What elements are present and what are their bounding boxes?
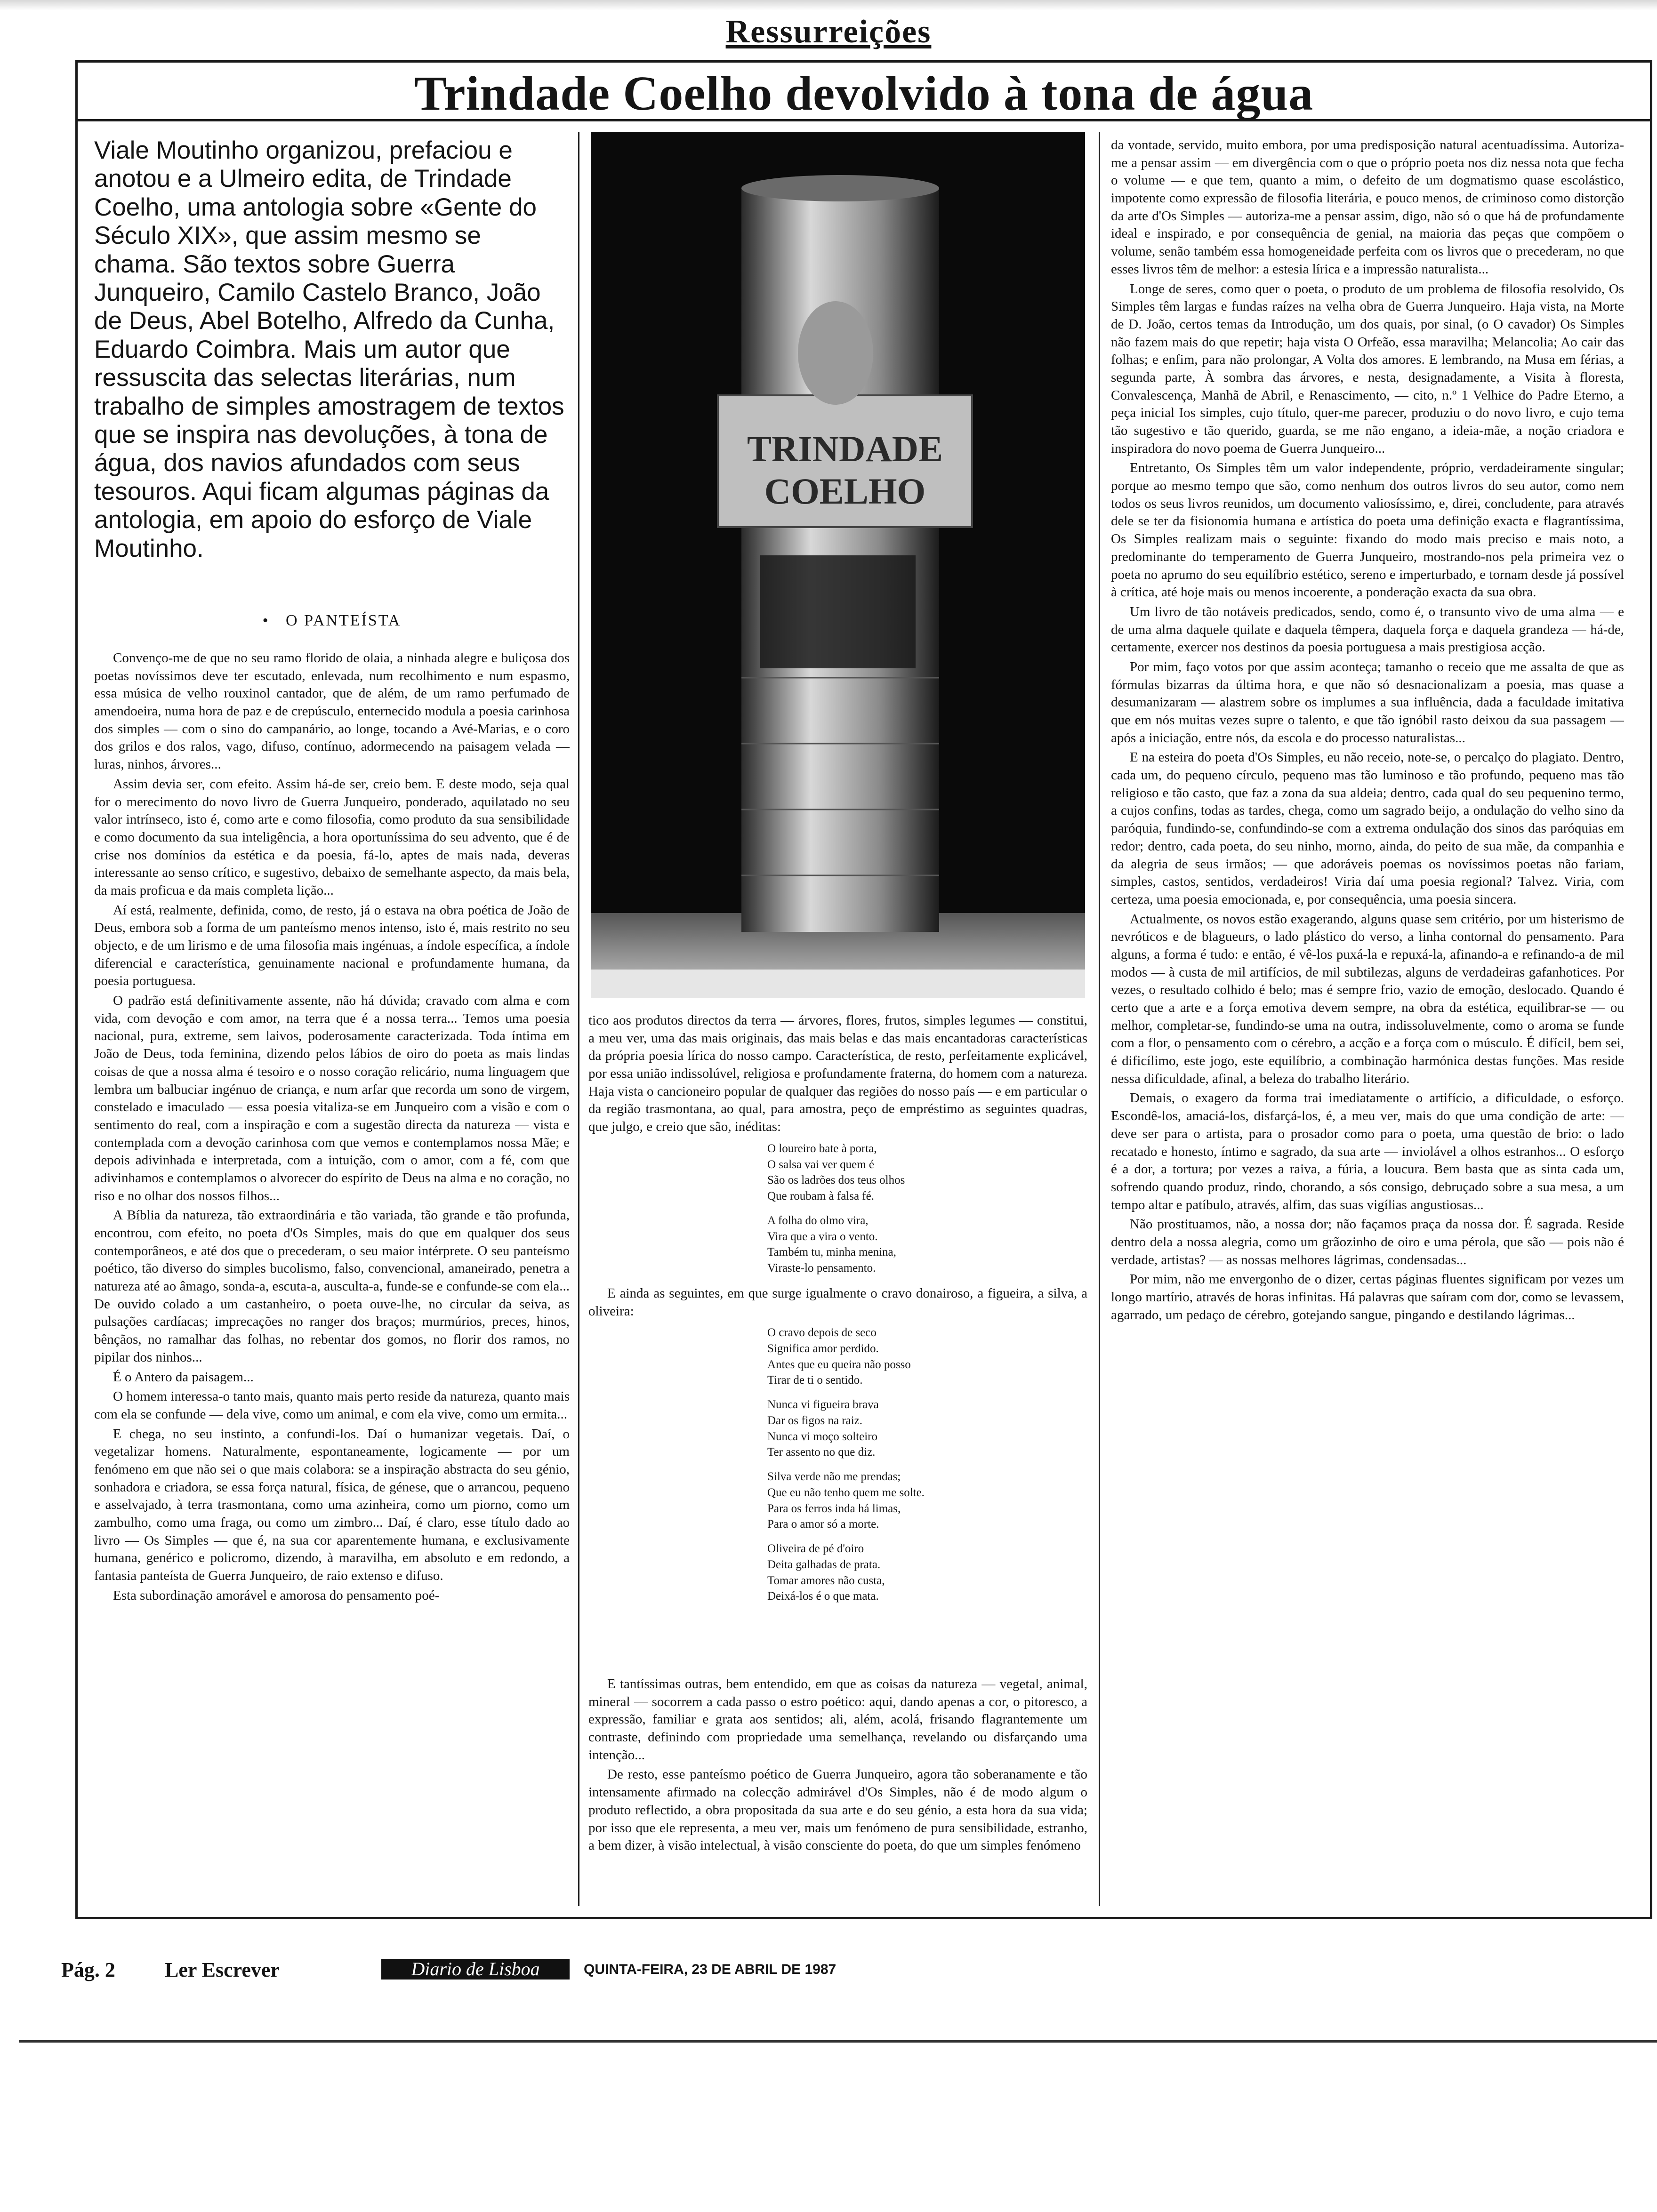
- verse-line: Deita galhadas de prata.: [767, 1558, 881, 1571]
- paragraph: E na esteira do poeta d'Os Simples, eu não receio, note-se, o percalço do plagiato. Dentro, cada um, do pequeno círculo, pequeno mas tão luminoso e tão profundo, pequeno mas tão religioso e tão casto, que faz a zona da sua aldeia; dentro, cada qual do seu pequenino termo, a cujos confins, todas as tardes, chega, como um sagrado beijo, a ondulação do velho sino da paróquia, fundindo-se, confundindo-se com a extrema ondulação dos sinos das paróquias em redor; dentro, cada poeta, do seu ninho, morno, ainda, do peito de sua mãe, da companhia e da alegria de seus irmãos; — que adoráveis poemas os novíssimos poetas não fariam, simples, castos, sentidos, verdadeiros! Viria daí uma poesia regional? Talvez. Viria, com certeza, uma poesia emocionada, e, por consequência, uma poesia sincera.: [1111, 750, 1624, 907]
- quatrain: [767, 1541, 1087, 1604]
- masthead-logo: Diario de Lisboa: [381, 1959, 570, 1980]
- verse-line: Para os ferros inda há limas,: [767, 1502, 901, 1515]
- issue-date: QUINTA-FEIRA, 23 DE ABRIL DE 1987: [584, 1962, 837, 1977]
- monument-photo: [591, 132, 1085, 998]
- paragraph: É o Antero da paisagem...: [113, 1369, 254, 1385]
- paragraph: Assim devia ser, com efeito. Assim há-de ser, creio bem. E deste modo, seja qual for o merecimento do novo livro de Guerra Junqueiro, ponderado, aquilatado no seu valor intrínseco, isto é, como arte e como filosofia, como produto da sua sensibilidade e como documento da sua inteligência, a hora oportuníssima do seu advento, que é de crise nos domínios da estética e da poesia, fá-lo, aptes de mais nada, deveras interessante ao senso crítico, e sugestivo, debaixo de semelhante aspecto, da mais bela, da mais proficua e da mais completa lição...: [94, 776, 570, 898]
- paragraph: Um livro de tão notáveis predicados, sendo, como é, o transunto vivo de uma alma — e de uma alma daquele quilate e daquela têmpera, daquela força e daquela grandeza — há-de, certamente, exercer nos destinos da poesia portuguesa a mais prestigiosa acção.: [1111, 604, 1624, 655]
- section-kicker: Ressurreições: [725, 14, 932, 50]
- verse-line: Para o amor só a morte.: [767, 1518, 879, 1531]
- verse-line: A folha do olmo vira,: [767, 1214, 869, 1227]
- paragraph: Por mim, faço votos por que assim aconteça; tamanho o receio que me assalta de que as fórmulas bizarras da última hora, e que não só desnacionalizam a poesia, mas quase a desumanizaram — alastrem sobre os implumes a sua influência, dada a faculdade imitativa que em nós muitas vezes supre o talento, e que tão ignóbil rasto deixou da sua passagem — após a iniciação, entre nós, da escola e do processo naturalistas...: [1111, 659, 1624, 745]
- verse-line: Dar os figos na raiz.: [767, 1414, 863, 1427]
- paragraph: E ainda as seguintes, em que surge igualmente o cravo donairoso, a figueira, a silva, a oliveira:: [588, 1285, 1087, 1319]
- verse-line: Também tu, minha menina,: [767, 1246, 896, 1259]
- poem-quatrains-2: [767, 1325, 1087, 1604]
- paragraph: De resto, esse panteísmo poético de Guerra Junqueiro, agora tão soberanamente e tão intensamente afirmado na colecção admirável d'Os Simples, não é de modo algum o produto reflectido, a obra propositada da sua arte e do seu génio, a esta hora da sua vida; por isso que ele representa, a meu ver, mais um fenómeno de pura sensibilidade, estranho, a bem dizer, à visão intelectual, à visão consciente do poeta, do que um simples fenómeno: [588, 1767, 1087, 1853]
- verse-line: Vira que a vira o vento.: [767, 1230, 878, 1243]
- article-column-1: [94, 649, 570, 1911]
- paragraph: Convenço-me de que no seu ramo florido de olaia, a ninhada alegre e buliçosa dos poetas novíssimos deve ter escutado, enlevada, num recolhimento e num espasmo, essa música de velho rouxinol cantador, que de além, de um ramo perfumado de amendoeira, numa hora de paz e de crepúsculo, enternecido modula a poesia carinhosa dos simples — com o sino do campanário, ao longe, tocando a Avé-Marias, e o coro dos grilos e dos ralos, vago, difuso, contínuo, adormecendo na paisagem velada — luras, ninhos, árvores...: [94, 650, 570, 772]
- verse-line: Que roubam à falsa fé.: [767, 1190, 874, 1203]
- bust-relief: [798, 301, 873, 405]
- verse-line: Ter assento no que diz.: [767, 1446, 876, 1459]
- column-rule-1: [578, 132, 579, 1906]
- paragraph: Demais, o exagero da forma trai imediatamente o artifício, a dificuldade, o esforço. Escondê-los, amaciá-los, disfarçá-los, é, a meu ver, mais do que uma condição de arte: — deve ser para o artista, para o prosador como para o poeta, uma questão de brio: o lado recatado e honesto, íntimo e sagrado, da sua arte — inviolável a olhos estranhos... O esforço é a dor, a tortura; por vezes a raiva, a fúria, a loucura. Bem basta que as sinta cada um, sofrendo quando produz, rindo, chorando, a sós consigo, debruçado sobre a sua mesa, a um tempo altar e patíbulo, através, alfim, das suas vigílias angustiosas...: [1111, 1090, 1624, 1212]
- headline: Trindade Coelho devolvido à tona de água: [414, 66, 1314, 120]
- verse-line: Nunca vi figueira brava: [767, 1398, 879, 1411]
- verse-line: Viraste-lo pensamento.: [767, 1262, 876, 1275]
- article-column-2: [588, 1012, 1087, 1694]
- paragraph: Actualmente, os novos estão exagerando, alguns quase sem critério, por um histerismo de nevróticos e de blagueurs, o lado plástico do verso, a linha contornal do pensamento. Para alguns, a forma é tudo: e então, é vê-los puxá-la e repuxá-la, afinando-a e refinando-a de mil modos — à custa de mil artifícios, de mil subtilezas, alguns de verdadeiras gafanhotices. Por vezes, o resultado colhido é belo; mas é sempre frio, vazio de emoção, deslocado. Quando é certo que a arte e a força emotiva devem sempre, na obra da estética, equilibrar-se — ou melhor, completar-se, fundindo-se uma na outra, indissoluvelmente, como o aroma se funde com a flor, o pensamento com o cérebro, a acção e a força com o músculo. É difícil, bem sei, é dificílimo, este jogo, este equilíbrio, a combinação harmónica destas funções. Mas reside nessa dificuldade, afinal, a beleza do trabalho literário.: [1111, 911, 1624, 1086]
- paragraph: E chega, no seu instinto, a confundi-los. Daí o humanizar vegetais. Daí, o vegetalizar homens. Naturalmente, espontaneamente, logicamente — por um fenómeno em que não sei o que mais colabora: se a inspiração abstracta do seu génio, sonhadora e criadora, se essa força natural, física, de génese, que o arrancou, pequeno e asselvajado, à terra trasmontana, como uma azinheira, como um piorno, como um zambulho, como uma fraga, ou como um zimbro... Daí, é claro, esse título dado ao livro — Os Simples — que é, na sua cor aparentemente humana, e exclusivamente humana, genérico e policromo, dizendo, à maravilha, em absoluto e em redondo, a fantasia panteísta de Guerra Junqueiro, de raio extenso e difuso.: [94, 1426, 570, 1584]
- paragraph: Aí está, realmente, definida, como, de resto, já o estava na obra poética de João de Deus, embora sob a forma de um panteísmo menos intenso, isto é, mais restrito no seu objecto, e de um lirismo e de uma filosofia mais ingénuas, a índole específica, a índole diferencial e característica, genuinamente nacional e profundamente humana, da poesia portuguesa.: [94, 902, 570, 989]
- verse-line: Que eu não tenho quem me solte.: [767, 1486, 925, 1499]
- plaque-line-1: TRINDADE: [747, 428, 943, 469]
- monument-photo-svg: [591, 132, 1085, 998]
- section-label: • O PANTEÍSTA: [262, 612, 402, 629]
- verse-line: Significa amor perdido.: [767, 1342, 879, 1355]
- verse-line: O cravo depois de seco: [767, 1326, 877, 1339]
- paragraph: Não prostituamos, não, a nossa dor; não façamos praça da nossa dor. É sagrada. Reside dentro dela a nossa alegria, como um grãozinho de oiro e uma pérola, que são — pois não é verdade, artistas? — as nossas melhores lágrimas, condensadas...: [1111, 1217, 1624, 1267]
- quatrain: [767, 1213, 1087, 1276]
- verse-line: Antes que eu queira não posso: [767, 1358, 911, 1371]
- paragraph: Longe de seres, como quer o poeta, o produto de um problema de filosofia resolvido, Os Simples têm largas e fundas raízes na velha obra de Guerra Junqueiro. Haja vista, na Morte de D. João, certos temas da Introdução, um dos quais, por sinal, (o O cavador) Os Simples não fazem mais do que repetir; haja vista O Orfeão, essa maravilha; Melancolia; Ao cair das folhas; e enfim, para não prolongar, A Volta dos amores. E lembrando, na Musa em férias, a segunda parte, À sombra das árvores, e nesta, designadamente, a Visita à floresta, Convalescença, Manhã de Abril, e Renascimento, — cito, n.º 1 Velhice do Padre Eterno, a peça inicial Ios simples, cujo título, quer-me parecer, produziu o do novo livro, e cujo tema tão sugestivo e tão querido, guarda, se me não engano, a ideia-mãe, a noção criadora e inspiradora do novo poema de Guerra Junqueiro...: [1111, 281, 1624, 456]
- verse-line: Oliveira de pé d'oiro: [767, 1542, 864, 1555]
- section-name: Ler Escrever: [165, 1958, 280, 1981]
- quatrain: [767, 1469, 1087, 1532]
- article-column-2-bottom: [588, 1675, 1087, 1906]
- column-rule-2: [1099, 132, 1100, 1906]
- verse-line: Deixá-los é o que mata.: [767, 1590, 879, 1603]
- lead-paragraph: Viale Moutinho organizou, prefaciou e anotou e a Ulmeiro edita, de Trindade Coelho, uma antologia sobre «Gente do Século XIX», que assim mesmo se chama. São textos sobre Guerra Junqueiro, Camilo Castelo Branco, João de Deus, Abel Botelho, Alfredo da Cunha, Eduardo Coimbra. Mais um autor que ressuscita das selectas literárias, num trabalho de simples amostragem de textos que se inspira nas devoluções, à tona de água, dos navios afundados com seus tesouros. Aqui ficam algumas páginas da antologia, em apoio do esforço de Viale Moutinho.: [94, 136, 564, 562]
- verse-line: São os ladrões dos teus olhos: [767, 1174, 905, 1187]
- paragraph: tico aos produtos directos da terra — árvores, flores, frutos, simples legumes — constitui, a meu ver, uma das mais originais, das mais belas e das mais encantadoras características da própria poesia lírica do nosso campo. Característica, de resto, perfeitamente explicável, por essa união indissolúvel, religiosa e profundamente fraterna, do homem com a natureza. Haja vista o cancioneiro popular de qualquer das regiões do nosso país — e em particular o da região trasmontana, ao qual, para amostra, peço de empréstimo as seguintes quadras, que julgo, e creio que são, inéditas:: [588, 1013, 1087, 1135]
- article-column-3: [1111, 136, 1624, 1906]
- paragraph: Entretanto, Os Simples têm um valor independente, próprio, verdadeiramente singular; porque ao mesmo tempo que são, como nenhum dos outros livros do seu autor, como nem todos os seus livros reunidos, um documento valiosíssimo, e, direi, concludente, para através dele se ter da fisionomia humana e artística do poeta uma definição exacta e flagrantíssima, Os Simples realizam mais o seguinte: fixando do modo mais preciso e mais noto, a predominante do temperamento de Guerra Junqueiro, mostrando-nos pela primeira vez o poeta no aprumo do seu equilíbrio estético, sereno e imperturbado, e tornam desde já possível à crítica, até hoje mais ou menos incoerente, a ponderação exacta da sua obra.: [1111, 460, 1624, 600]
- verse-line: O loureiro bate à porta,: [767, 1142, 877, 1155]
- headline-box: [75, 60, 1652, 121]
- page-footer: [61, 1958, 1615, 1986]
- verse-line: O salsa vai ver quem é: [767, 1158, 875, 1171]
- paragraph: O homem interessa-o tanto mais, quanto mais perto reside da natureza, quanto mais com ela se confunde — dela vive, como um animal, e com ela vive, como um ermita...: [94, 1389, 570, 1422]
- paragraph: Esta subordinação amorável e amorosa do pensamento poé-: [113, 1587, 440, 1603]
- paragraph: O padrão está definitivamente assente, não há dúvida; cravado com alma e com vida, com devoção e com amor, na terra que é a nossa terra... Temos uma poesia nacional, pura, extreme, sem laivos, poderosamente caracterizada. Toda íntima em João de Deus, toda feminina, dizendo pelos lábios de oiro do poeta as mais lindas coisas de que a nossa alma é tesoiro e o nosso coração relicário, numa linguagem que lembra um balbuciar ingénuo de criança, e num arfar que recorda um sono de virgem, constelado e imaculado — essa poesia vitaliza-se em Junqueiro com a visão e com o sentimento do real, com a inspiração e com a sugestão directa da natureza — vista e contemplada com a devoção carinhosa com que vemos e contemplamos nossa Mãe; e depois adivinhada e interpretada, com a intuição, com o amor, com a fé, com que adivinhamos e contemplamos o alvorecer do espírito de Deus na alma e no coração, no riso e no olhar dos nossos filhos...: [94, 993, 570, 1203]
- paragraph: E tantíssimas outras, bem entendido, em que as coisas da natureza — vegetal, animal, mineral — socorrem a cada passo o estro poético: aqui, dando apenas a cor, o pitoresco, a expressão, familiar e grata aos sentidos; ali, além, acolá, frisando flagrantemente um contraste, definindo com propriedade uma semelhança, revelando ou disfarçando uma intenção...: [588, 1676, 1087, 1763]
- quatrain: [767, 1397, 1087, 1460]
- verse-line: Tirar de ti o sentido.: [767, 1374, 863, 1387]
- page-number: Pág. 2: [61, 1958, 115, 1981]
- poem-quatrains-1: [767, 1141, 1087, 1276]
- plaque-line-2: COELHO: [764, 471, 926, 512]
- paragraph: Por mim, não me envergonho de o dizer, certas páginas fluentes significam por vezes um longo martírio, através de horas infinitas. Há palavras que saíram com dor, como se levassem, agarrado, um pedaço de cérebro, gotejando sangue, pingando e destilando lágrimas...: [1111, 1272, 1624, 1322]
- verse-line: Tomar amores não custa,: [767, 1574, 885, 1587]
- paragraph: A Bíblia da natureza, tão extraordinária e tão variada, tão grande e tão profunda, encontrou, com efeito, no poeta d'Os Simples, mais do que em qualquer dos seus contemporâneos, e até dos que o precederam, o seu maior intérprete. O seu panteísmo poético, tão diverso do simples bucolismo, falso, convencional, amaneirado, penetra a natureza até ao âmago, sonda-a, escuta-a, ausculta-a, funde-se e confunde-se com ela... De ouvido colado a um castanheiro, o poeta ouve-lhe, no circular da seiva, as pulsações cardíacas; imprecações no ranger dos braços; murmúrios, preces, hinos, bênçãos, no ramalhar das folhas, no rebentar dos gomos, no florir dos ramos, no pipilar dos ninhos...: [94, 1208, 570, 1365]
- quatrain: [767, 1325, 1087, 1388]
- paragraph: da vontade, servido, muito embora, por uma predisposição natural acentuadíssima. Autoriza-me a pensar assim — em divergência com o que o próprio poeta nos diz nessa nota que fecha o volume — e que tem, quanto a mim, o defeito de um dogmatismo quase escolástico, impotente como expressão de filosofia literária, e pouco menos, de criminoso como distorção da arte d'Os Simples — autoriza-me a pensar assim, digo, não só o que há de profundamente ideal e inspirado, e por consequência de genial, na maioria das peças que compõem o volume, senão também essa homogeneidade perfeita com os livros que o precederam, no que esses livros têm de melhor: a estesia lírica e a impressão naturalista...: [1111, 137, 1624, 277]
- scan-edge-shadow: [0, 0, 1657, 10]
- quatrain: [767, 1141, 1087, 1204]
- bottom-rule: [19, 2040, 1657, 2043]
- bullet-icon: •: [262, 612, 286, 629]
- verse-line: Silva verde não me prendas;: [767, 1470, 901, 1483]
- verse-line: Nunca vi moço solteiro: [767, 1430, 877, 1443]
